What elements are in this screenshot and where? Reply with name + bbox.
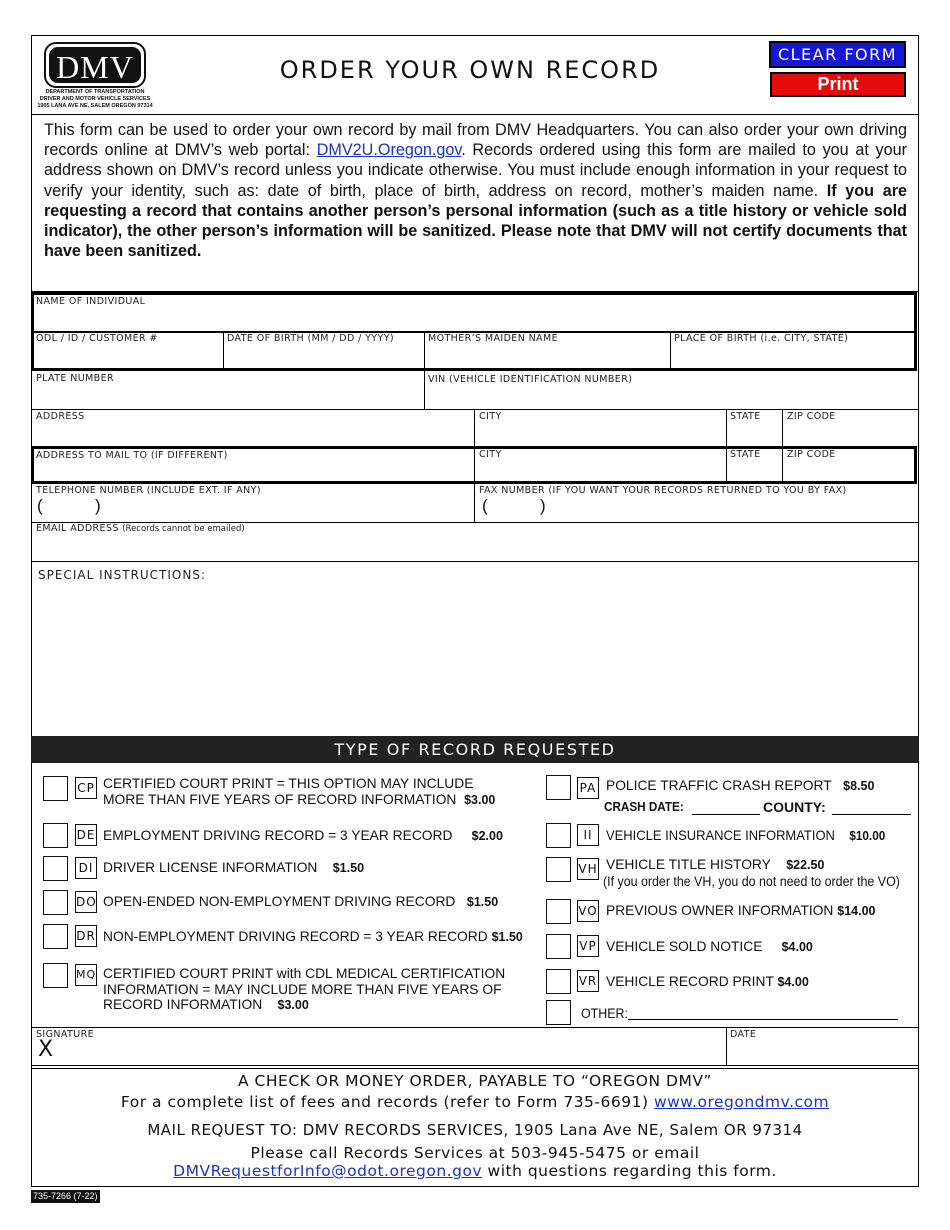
option-cp — [103, 776, 495, 808]
checkbox-cp[interactable] — [43, 776, 68, 801]
price-dr: $1.50 — [491, 930, 523, 944]
option-de — [103, 828, 503, 845]
checkbox-dr[interactable] — [43, 924, 68, 949]
fax-paren-open: ( — [482, 496, 488, 515]
price-di: $1.50 — [332, 861, 365, 875]
fax-input[interactable] — [556, 499, 914, 519]
option-ii — [606, 828, 885, 845]
date-input[interactable] — [730, 1042, 914, 1062]
crash-date-label: CRASH DATE: — [604, 799, 684, 814]
zip-label: ZIP CODE — [787, 411, 836, 422]
checkbox-vr[interactable] — [546, 969, 571, 994]
option-di-line1: DRIVER LICENSE INFORMATION — [103, 860, 318, 875]
code-do: DO — [75, 891, 97, 913]
option-dr — [103, 929, 523, 946]
dept-line-2: DRIVER AND MOTOR VEHICLE SERVICES — [39, 96, 151, 102]
name-label: NAME OF INDIVIDUAL — [36, 296, 146, 307]
city-input[interactable] — [479, 425, 723, 445]
phone-label: TELEPHONE NUMBER (INCLUDE EXT. IF ANY) — [36, 485, 261, 496]
price-de: $2.00 — [471, 829, 503, 843]
fax-paren-close: ) — [540, 496, 546, 515]
county-label: COUNTY: — [763, 799, 826, 815]
option-vp-line1: VEHICLE SOLD NOTICE — [606, 939, 763, 954]
option-pa — [606, 778, 874, 795]
code-vp: VP — [577, 935, 599, 957]
signature-label: SIGNATURE — [36, 1029, 95, 1040]
option-di — [103, 860, 364, 877]
maiden-label: MOTHER’S MAIDEN NAME — [428, 333, 559, 344]
checkbox-ii[interactable] — [546, 823, 571, 848]
option-mq-line2: INFORMATION = MAY INCLUDE MORE THAN FIVE YEARS OF — [103, 981, 502, 997]
questions-text: with questions regarding this form. — [482, 1162, 777, 1180]
print-button[interactable]: Print — [770, 72, 906, 97]
price-vo: $14.00 — [837, 904, 876, 918]
checkbox-vh[interactable] — [546, 857, 571, 882]
mail-city-input[interactable] — [479, 463, 723, 481]
price-vr: $4.00 — [777, 975, 809, 989]
dmv2u-link[interactable]: DMV2U.Oregon.gov — [316, 141, 462, 160]
phone-paren-open: ( — [37, 496, 43, 515]
divider — [31, 114, 919, 115]
option-mq — [103, 966, 505, 1014]
option-vo — [606, 903, 875, 920]
mail-request-note: MAIL REQUEST TO: DMV RECORDS SERVICES, 1905 Lana Ave NE, Salem OR 97314 — [147, 1121, 803, 1139]
code-vh: VH — [577, 858, 599, 880]
intro-bold-text: If you are requesting a record that contains another person’s personal information (such as a title history or vehicle sold indicator), the other person’s information will be sanitized. Please note that DMV will not certify documents that have been sanitized. — [44, 181, 908, 261]
plate-input[interactable] — [36, 387, 420, 407]
vin-input[interactable] — [428, 387, 914, 407]
mail-state-label: STATE — [730, 449, 761, 460]
code-dr: DR — [75, 925, 97, 947]
price-vp: $4.00 — [781, 940, 813, 954]
name-input[interactable] — [36, 309, 912, 329]
code-mq: MQ — [75, 964, 97, 986]
mail-zip-input[interactable] — [787, 463, 912, 481]
intro-text-1: This form can be used to order your own record by mail from DMV Headquarters. You can also order your own driving records online at DMV’s web portal: — [44, 121, 907, 160]
price-ii: $10.00 — [849, 829, 886, 843]
option-pa-line1: POLICE TRAFFIC CRASH REPORT — [606, 778, 832, 793]
fax-label: FAX NUMBER (IF YOU WANT YOUR RECORDS RETURNED TO YOU BY FAX) — [479, 485, 847, 496]
maiden-input[interactable] — [428, 347, 666, 367]
option-vh-line1: VEHICLE TITLE HISTORY — [606, 857, 771, 872]
email-label — [36, 523, 245, 534]
option-do — [103, 894, 498, 911]
price-mq: $3.00 — [277, 998, 309, 1012]
mail-city-label: CITY — [479, 449, 502, 460]
code-di: DI — [75, 857, 97, 879]
option-do-line1: OPEN-ENDED NON-EMPLOYMENT DRIVING RECORD — [103, 894, 456, 909]
mail-zip-label: ZIP CODE — [787, 449, 836, 460]
price-do: $1.50 — [466, 895, 499, 909]
zip-input[interactable] — [787, 425, 914, 445]
dmv-logo — [44, 42, 146, 88]
option-vh — [606, 857, 824, 874]
code-de: DE — [75, 824, 97, 846]
intro-paragraph — [44, 120, 907, 261]
fee-list-note — [31, 1093, 919, 1111]
option-cp-line2: MORE THAN FIVE YEARS OF RECORD INFORMATION — [103, 791, 457, 807]
birthplace-label: PLACE OF BIRTH (i.e. CITY, STATE) — [674, 333, 849, 344]
record-type-heading: TYPE OF RECORD REQUESTED — [31, 736, 919, 763]
code-pa: PA — [577, 777, 599, 799]
mail-address-input[interactable] — [36, 463, 470, 481]
page-title: ORDER YOUR OWN RECORD — [279, 56, 661, 84]
email-input[interactable] — [36, 537, 914, 558]
option-de-line1: EMPLOYMENT DRIVING RECORD = 3 YEAR RECORD — [103, 828, 453, 843]
dob-label: DATE OF BIRTH (MM / DD / YYYY) — [227, 333, 395, 344]
email-note-line — [31, 1162, 919, 1180]
phone-input[interactable] — [110, 499, 470, 519]
checkbox-vp[interactable] — [546, 934, 571, 959]
odl-input[interactable] — [36, 347, 220, 367]
state-input[interactable] — [730, 425, 779, 445]
checkbox-mq[interactable] — [43, 963, 68, 988]
code-vo: VO — [577, 900, 599, 922]
option-vp — [606, 939, 813, 956]
checkbox-pa[interactable] — [546, 775, 571, 800]
records-email-link[interactable]: DMVRequestforInfo@odot.oregon.gov — [173, 1162, 483, 1180]
option-cp-line1: CERTIFIED COURT PRINT = THIS OPTION MAY INCLUDE — [103, 776, 474, 791]
state-label: STATE — [730, 411, 761, 422]
phone-paren-close: ) — [95, 496, 101, 515]
option-mq-line3: RECORD INFORMATION — [103, 997, 263, 1012]
call-note: Please call Records Services at 503-945-5475 or email — [250, 1144, 700, 1162]
checkbox-do[interactable] — [43, 890, 68, 915]
mail-state-input[interactable] — [730, 463, 779, 481]
checkbox-de[interactable] — [43, 823, 68, 848]
address-input[interactable] — [36, 425, 470, 445]
special-instructions-label: SPECIAL INSTRUCTIONS: — [38, 568, 206, 582]
signature-input[interactable] — [64, 1042, 720, 1062]
address-label: ADDRESS — [36, 411, 85, 422]
special-instructions-input[interactable] — [36, 586, 914, 732]
county-input[interactable] — [832, 800, 911, 815]
vin-label: VIN (VEHICLE IDENTIFICATION NUMBER) — [428, 374, 633, 385]
city-label: CITY — [479, 411, 502, 422]
payment-note: A CHECK OR MONEY ORDER, PAYABLE TO “OREGON DMV” — [238, 1072, 712, 1090]
checkbox-vo[interactable] — [546, 899, 571, 924]
code-cp: CP — [75, 777, 97, 799]
dmv-logo-text: DMV — [49, 47, 141, 83]
option-vr-line1: VEHICLE RECORD PRINT — [606, 974, 774, 989]
email-label-text: EMAIL ADDRESS — [36, 523, 119, 534]
price-vh: $22.50 — [786, 858, 825, 872]
intro-text-2: . Records ordered using this form are mailed to you at your address shown on DMV’s record unless you indicate otherwise. You must include enough information in your request to verify your identity, such as: date of birth, place of birth, address on record, mother’s maiden name. — [44, 141, 907, 200]
oregondmv-link[interactable]: www.oregondmv.com — [653, 1093, 830, 1111]
birthplace-input[interactable] — [674, 347, 912, 367]
dept-line-3: 1905 LANA AVE NE, SALEM OREGON 97314 — [37, 103, 153, 109]
price-pa: $8.50 — [843, 779, 875, 793]
code-vr: VR — [577, 970, 599, 992]
option-vr — [606, 974, 809, 991]
form-number: 735-7266 (7-22) — [33, 1191, 98, 1201]
dept-line-1: DEPARTMENT OF TRANSPORTATION — [45, 89, 145, 95]
dob-input[interactable] — [227, 347, 421, 367]
option-dr-line1: NON-EMPLOYMENT DRIVING RECORD = 3 YEAR RECORD — [103, 929, 488, 944]
checkbox-other[interactable] — [546, 1000, 571, 1025]
checkbox-di[interactable] — [43, 856, 68, 881]
code-ii: II — [577, 824, 599, 846]
plate-label: PLATE NUMBER — [36, 373, 115, 384]
date-label: DATE — [730, 1029, 757, 1040]
signature-x: X — [38, 1037, 54, 1062]
price-cp: $3.00 — [464, 792, 496, 807]
option-vo-line1: PREVIOUS OWNER INFORMATION — [606, 903, 834, 918]
mail-address-label: ADDRESS TO MAIL TO (IF DIFFERENT) — [36, 450, 228, 461]
other-input[interactable] — [628, 1004, 898, 1020]
other-label: OTHER: — [581, 1006, 628, 1021]
clear-form-button[interactable]: CLEAR FORM — [769, 41, 906, 68]
option-mq-line1: CERTIFIED COURT PRINT with CDL MEDICAL CERTIFICATION — [103, 966, 506, 981]
crash-date-input[interactable] — [692, 800, 760, 815]
option-ii-line1: VEHICLE INSURANCE INFORMATION — [606, 828, 835, 843]
fee-list-text: For a complete list of fees and records (refer to Form 735-6691) — [120, 1093, 654, 1111]
email-note: (Records cannot be emailed) — [122, 524, 245, 534]
vh-note: (If you order the VH, you do not need to order the VO) — [603, 874, 900, 889]
odl-label: ODL / ID / CUSTOMER # — [36, 333, 158, 344]
